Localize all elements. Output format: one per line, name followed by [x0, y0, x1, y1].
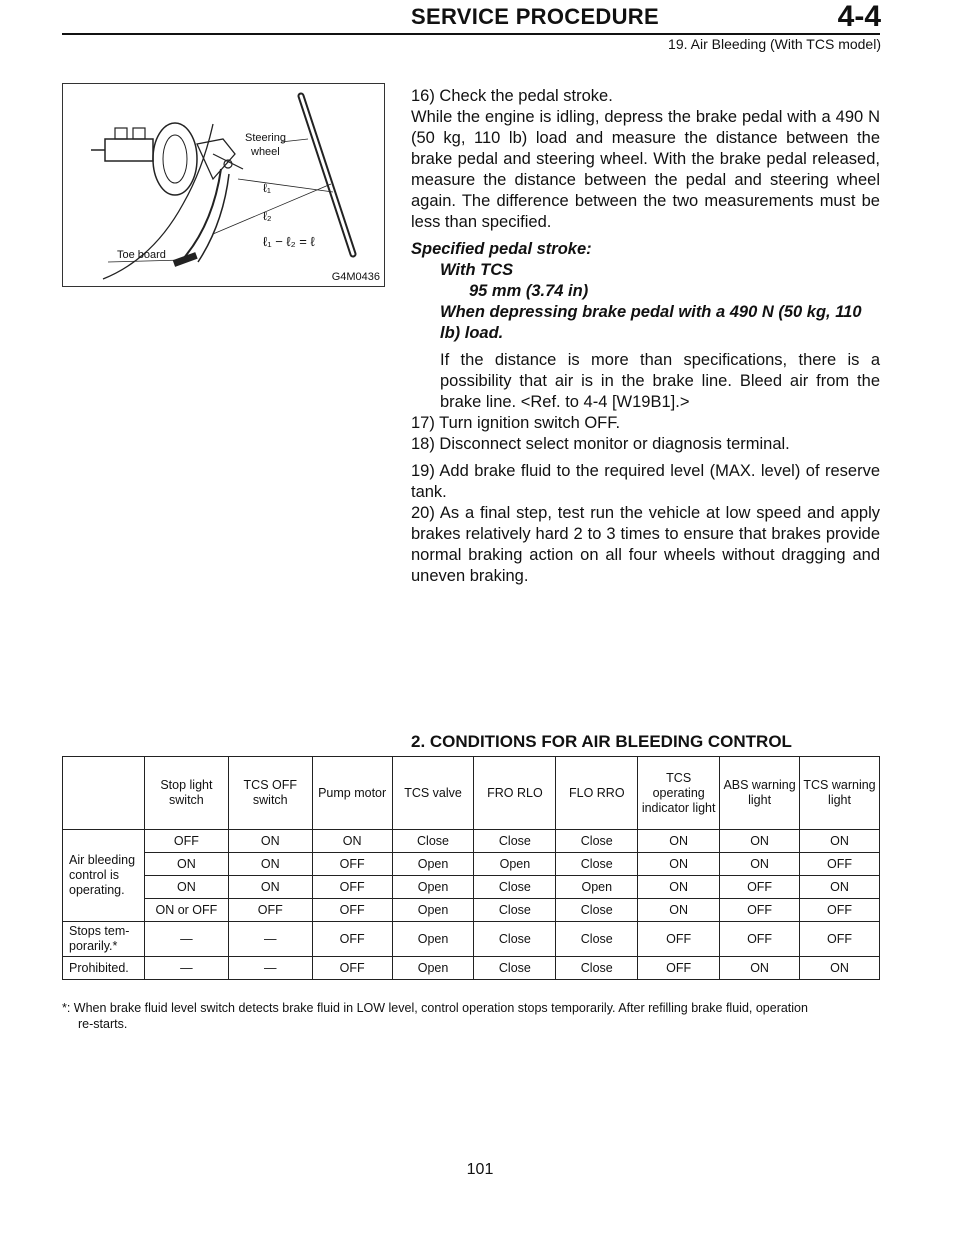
table-header — [63, 757, 145, 830]
table-cell: Open — [392, 922, 474, 957]
table-cell: Close — [474, 899, 556, 922]
table-cell: OFF — [312, 957, 392, 980]
header-subtitle: 19. Air Bleeding (With TCS model) — [668, 36, 881, 52]
table-cell: Close — [474, 876, 556, 899]
table-footnote — [62, 1000, 880, 1032]
table-cell: OFF — [144, 830, 228, 853]
table-row — [63, 876, 880, 899]
table-cell: — — [228, 957, 312, 980]
table-cell: ON — [144, 876, 228, 899]
table-header: FLO RRO — [556, 757, 638, 830]
table-cell: Open — [392, 957, 474, 980]
table-cell: ON — [638, 876, 720, 899]
figure-label-formula: ℓ₁ − ℓ₂ = ℓ — [263, 234, 315, 249]
spec-condition: When depressing brake pedal with a 490 N (50 kg, 110 lb) load. — [440, 303, 862, 342]
table-header: ABS warning light — [720, 757, 800, 830]
step-17: 17) Turn ignition switch OFF. — [411, 414, 621, 432]
table-cell: ON — [638, 899, 720, 922]
step-20: 20) As a final step, test run the vehicle at low speed and apply brakes relatively hard 2 to 3 times to ensure that brakes provide normal braking action on all four wheels without dragging and uneven braking. — [411, 504, 880, 585]
table-cell: Open — [392, 876, 474, 899]
table-cell: OFF — [638, 957, 720, 980]
table-cell: ON — [228, 853, 312, 876]
row-label-stops: Stops tem-porarily.* — [63, 922, 145, 957]
page-number: 101 — [466, 1161, 494, 1178]
table-cell: Close — [474, 830, 556, 853]
spec-with-tcs: With TCS — [440, 261, 514, 279]
table-cell: OFF — [800, 853, 880, 876]
table-cell: ON or OFF — [144, 899, 228, 922]
table-cell: OFF — [228, 899, 312, 922]
table-row — [63, 853, 880, 876]
table-row — [63, 957, 880, 980]
step-16-text: While the engine is idling, depress the brake pedal with a 490 N (50 kg, 110 lb) load and measure the distance between the brake pedal and steering wheel. With the brake pedal released, measure the distance between the pedal and steering wheel again. The difference between the two measurements must be less than specified. — [411, 108, 880, 231]
footnote-line-2: re-starts. — [78, 1017, 128, 1031]
table-header: Pump motor — [312, 757, 392, 830]
table-row — [63, 899, 880, 922]
table-cell: OFF — [800, 922, 880, 957]
table-cell: OFF — [312, 853, 392, 876]
table-row — [63, 922, 880, 957]
step-18: 18) Disconnect select monitor or diagnosis terminal. — [411, 435, 790, 453]
procedure-body — [411, 86, 880, 587]
table-cell: ON — [228, 830, 312, 853]
table-cell: OFF — [720, 899, 800, 922]
table-cell: ON — [720, 830, 800, 853]
table-cell: — — [144, 957, 228, 980]
spec-value: 95 mm (3.74 in) — [469, 282, 589, 300]
header-section-code: 4-4 — [837, 0, 881, 33]
table-header: TCS operating indicator light — [638, 757, 720, 830]
table-cell: ON — [638, 830, 720, 853]
footnote-line-1: *: When brake fluid level switch detects brake fluid in LOW level, control operation stops temporarily. After refilling brake fluid, operation — [62, 1001, 808, 1015]
table-cell: Close — [392, 830, 474, 853]
table-cell: ON — [720, 853, 800, 876]
table-cell: OFF — [720, 922, 800, 957]
table-cell: ON — [800, 957, 880, 980]
table-cell: OFF — [312, 922, 392, 957]
table-cell: ON — [144, 853, 228, 876]
table-cell: Open — [556, 876, 638, 899]
table-cell: Open — [392, 853, 474, 876]
table-cell: OFF — [312, 876, 392, 899]
table-header-row — [63, 757, 880, 830]
header-title: SERVICE PROCEDURE — [411, 4, 659, 29]
step-19: 19) Add brake fluid to the required level (MAX. level) of reserve tank. — [411, 462, 880, 501]
table-header: Stop light switch — [144, 757, 228, 830]
table-cell: Close — [556, 957, 638, 980]
table-cell: Close — [556, 830, 638, 853]
pedal-stroke-figure — [62, 83, 385, 287]
table-header: TCS OFF switch — [228, 757, 312, 830]
table-cell: ON — [720, 957, 800, 980]
table-cell: — — [228, 922, 312, 957]
table-cell: OFF — [800, 899, 880, 922]
table-cell: — — [144, 922, 228, 957]
table-cell: ON — [312, 830, 392, 853]
air-bleeding-conditions-table — [62, 756, 880, 980]
table-cell: ON — [638, 853, 720, 876]
header-rule — [62, 33, 880, 35]
table-cell: OFF — [312, 899, 392, 922]
figure-label-steering: Steering — [245, 132, 286, 144]
table-cell: OFF — [638, 922, 720, 957]
row-label-prohibited: Prohibited. — [63, 957, 145, 980]
table-cell: ON — [800, 876, 880, 899]
table-cell: Close — [556, 922, 638, 957]
figure-code: G4M0436 — [331, 271, 380, 283]
table-cell: OFF — [720, 876, 800, 899]
table-cell: Close — [556, 853, 638, 876]
spec-label: Specified pedal stroke: — [411, 240, 592, 258]
figure-label-wheel: wheel — [251, 146, 280, 158]
table-row — [63, 830, 880, 853]
row-label-operating: Air bleeding control is operating. — [63, 830, 145, 922]
table-cell: ON — [228, 876, 312, 899]
step-16-title: 16) Check the pedal stroke. — [411, 87, 613, 105]
table-header: TCS valve — [392, 757, 474, 830]
spec-note: If the distance is more than specifications, there is a possibility that air is in the brake line. Bleed air from the brake line. <Ref. to 4-4 [W19B1].> — [440, 351, 880, 411]
table-header: FRO RLO — [474, 757, 556, 830]
table-cell: Close — [474, 957, 556, 980]
table-cell: ON — [800, 830, 880, 853]
pedal-illustration — [63, 84, 383, 284]
table-cell: Open — [474, 853, 556, 876]
figure-label-toe-board: Toe board — [117, 249, 166, 261]
table-header: TCS warning light — [800, 757, 880, 830]
figure-label-l1: ℓ₁ — [263, 181, 271, 195]
figure-label-l2: ℓ₂ — [263, 209, 272, 223]
section-title: 2. CONDITIONS FOR AIR BLEEDING CONTROL — [411, 732, 792, 751]
table-cell: Close — [556, 899, 638, 922]
table-cell: Open — [392, 899, 474, 922]
table-cell: Close — [474, 922, 556, 957]
